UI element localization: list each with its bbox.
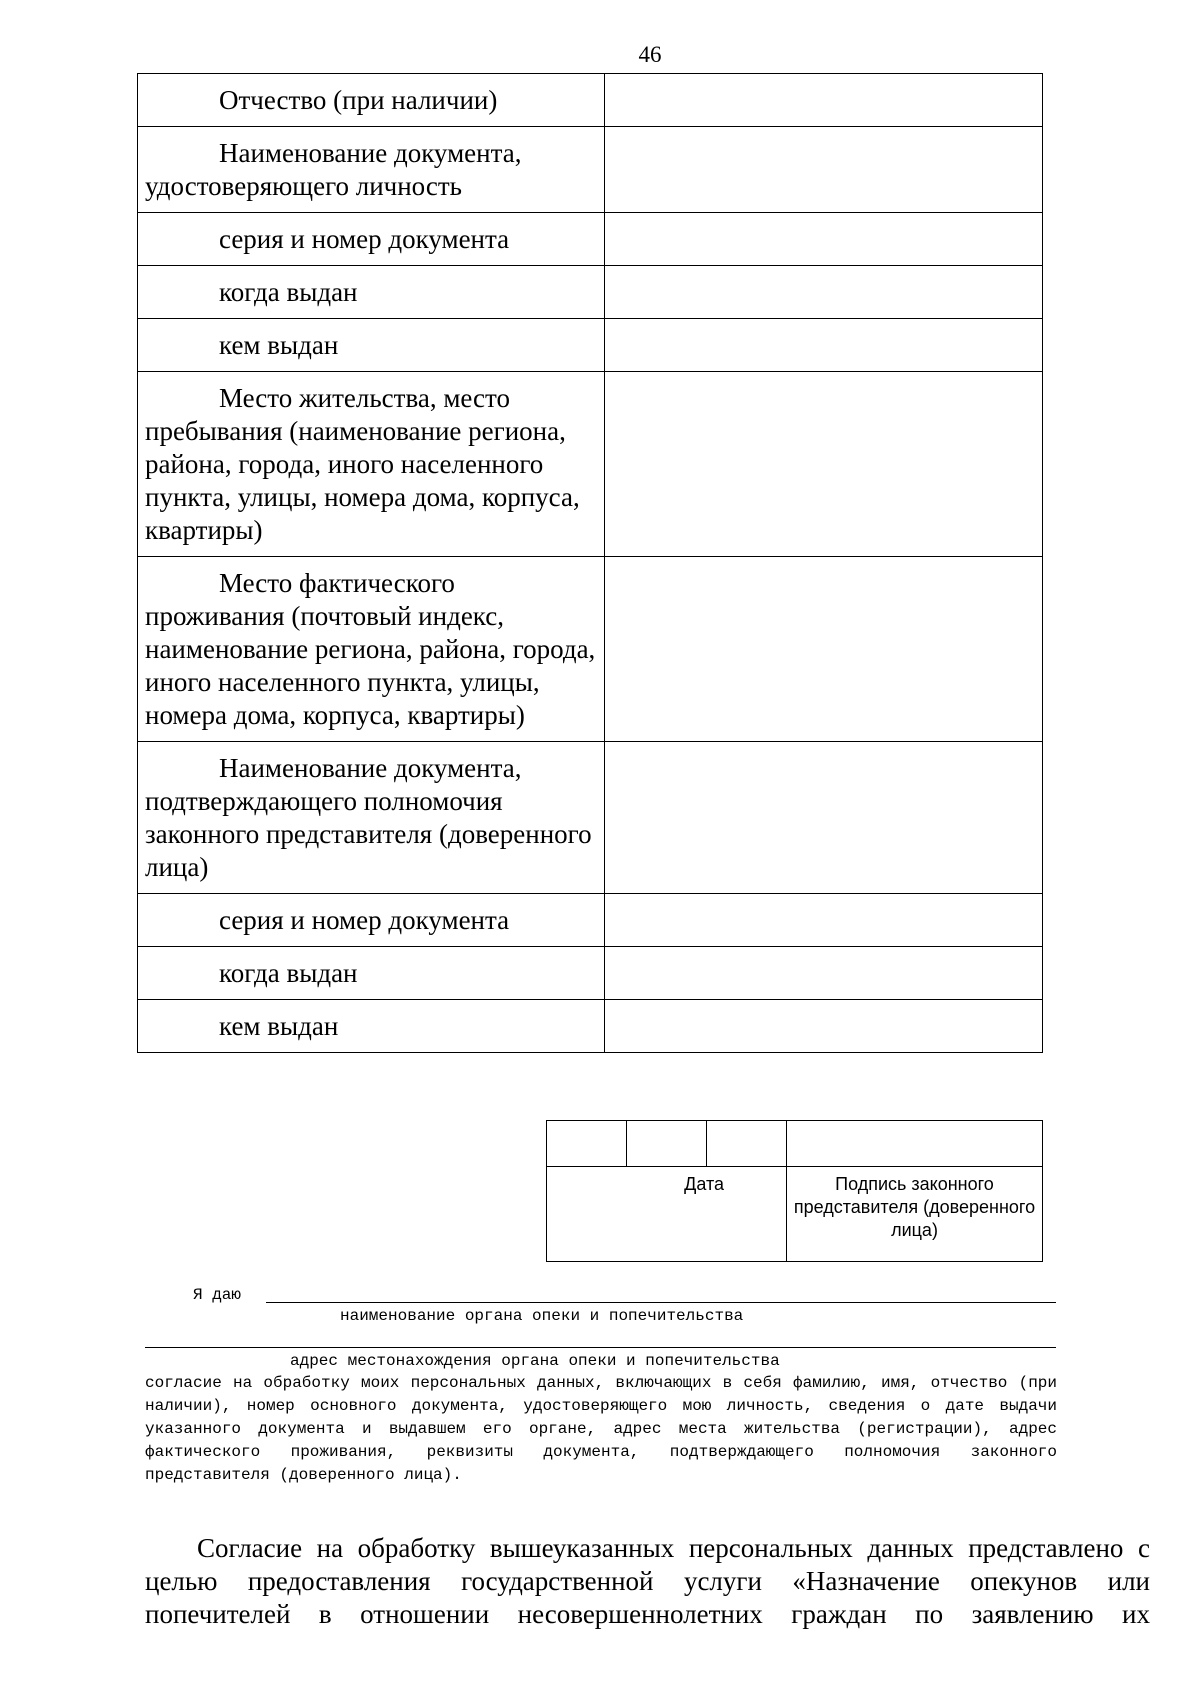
form-row [138, 742, 1043, 894]
form-row-value[interactable] [605, 319, 1043, 372]
consent-purpose-paragraph: Согласие на обработку вышеуказанных персональных данных представлено с целью предоставления государственной услуги «Назначение опекунов или попечителей в отношении несовершеннолетних граждан по заявлению их [145, 1533, 1150, 1629]
signature-block [546, 1120, 1043, 1262]
form-row-value[interactable] [605, 266, 1043, 319]
form-row-label: серия и номер документа [138, 894, 605, 947]
form-row-label: когда выдан [138, 947, 605, 1000]
form-table-body [138, 74, 1043, 1053]
form-row [138, 372, 1043, 557]
form-row [138, 266, 1043, 319]
organ-name-caption: наименование органа опеки и попечительства [340, 1307, 744, 1325]
form-row [138, 319, 1043, 372]
form-row-label: Наименование документа, подтверждающего полномочия законного представителя (доверенного лица) [138, 742, 605, 894]
form-row-value[interactable] [605, 557, 1043, 742]
form-row-label: кем выдан [138, 319, 605, 372]
organ-address-line[interactable] [145, 1347, 1056, 1348]
date-cell-day[interactable] [547, 1121, 627, 1167]
date-cell-month[interactable] [627, 1121, 707, 1167]
form-row [138, 1000, 1043, 1053]
form-row-label: Место жительства, место пребывания (наименование региона, района, города, иного населенного пункта, улицы, номера дома, корпуса, квартиры) [138, 372, 605, 557]
form-row-value[interactable] [605, 213, 1043, 266]
form-row-label: кем выдан [138, 1000, 605, 1053]
organ-name-line[interactable] [266, 1302, 1056, 1303]
form-row-value[interactable] [605, 372, 1043, 557]
date-caption: Дата [547, 1167, 787, 1262]
signature-cell[interactable] [787, 1121, 1043, 1167]
form-row-label: Место фактического проживания (почтовый индекс, наименование региона, района, города, иного населенного пункта, улицы, номера дома, корпуса, квартиры) [138, 557, 605, 742]
form-row [138, 74, 1043, 127]
form-row [138, 213, 1043, 266]
form-row-value[interactable] [605, 742, 1043, 894]
form-row-label: когда выдан [138, 266, 605, 319]
form-row-value[interactable] [605, 127, 1043, 213]
page-number: 46 [638, 42, 662, 67]
form-row-value[interactable] [605, 894, 1043, 947]
form-row-value[interactable] [605, 947, 1043, 1000]
signature-caption: Подпись законного представителя (доверенного лица) [787, 1167, 1043, 1262]
date-cell-year[interactable] [707, 1121, 787, 1167]
form-row [138, 127, 1043, 213]
applicant-form-table [137, 73, 1043, 1053]
form-row-value[interactable] [605, 74, 1043, 127]
consent-prefix: Я даю [193, 1286, 242, 1304]
organ-address-caption: адрес местонахождения органа опеки и попечительства [290, 1352, 780, 1370]
form-row-label: серия и номер документа [138, 213, 605, 266]
form-row [138, 557, 1043, 742]
consent-body-text: согласие на обработку моих персональных данных, включающих в себя фамилию, имя, отчество (при наличии), номер основного документа, удостоверяющего мою личность, сведения о дате выдачи указанного документа и выдавшем его органе, адрес места жительства (регистрации), адрес фактического проживания, реквизиты документа, подтверждающего полномочия законного представителя (доверенного лица). [145, 1374, 1057, 1484]
form-row-label: Отчество (при наличии) [138, 74, 605, 127]
form-row [138, 947, 1043, 1000]
form-row-value[interactable] [605, 1000, 1043, 1053]
form-row [138, 894, 1043, 947]
form-row-label: Наименование документа, удостоверяющего личность [138, 127, 605, 213]
